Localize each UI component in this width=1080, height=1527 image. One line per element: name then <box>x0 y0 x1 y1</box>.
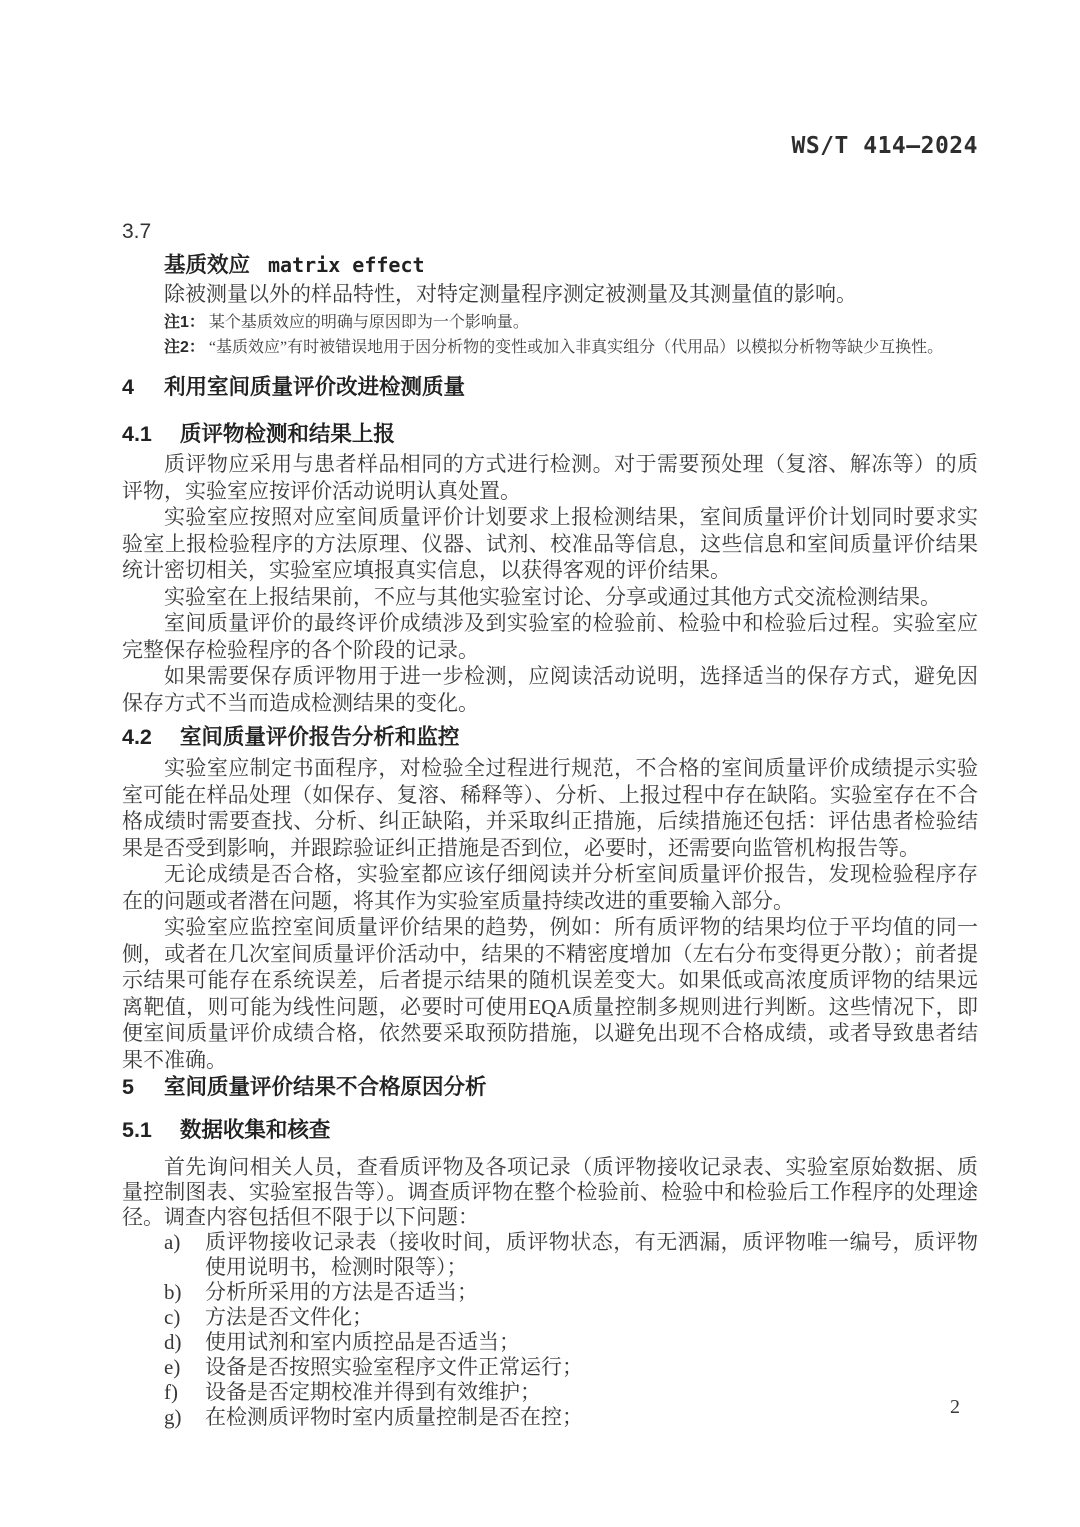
paragraph-4-1-2: 实验室应按照对应室间质量评价计划要求上报检测结果，室间质量评价计划同时要求实验室上报检验程序的方法原理、仪器、试剂、校准品等信息，这些信息和室间质量评价结果统计密切相关，实验室应填报真实信息，以获得客观的评价结果。 <box>122 505 978 582</box>
paragraph-4-2-1: 实验室应制定书面程序，对检验全过程进行规范，不合格的室间质量评价成绩提示实验室可能在样品处理（如保存、复溶、稀释等）、分析、上报过程中存在缺陷。实验室存在不合格成绩时需要查找、分析、纠正缺陷，并采取纠正措施，后续措施还包括：评估患者检验结果是否受到影响，并跟踪验证纠正措施是否到位，必要时，还需要向监管机构报告等。 <box>122 756 978 860</box>
list-item-c-text: 方法是否文件化； <box>205 1305 373 1329</box>
list-item-g <box>122 1405 978 1430</box>
section-4-2-heading <box>122 724 978 751</box>
list-item-e-text: 设备是否按照实验室程序文件正常运行； <box>205 1355 583 1379</box>
list-item-d <box>122 1330 978 1355</box>
list-item-a-label: a) <box>164 1230 181 1254</box>
section-5-heading <box>122 1074 978 1101</box>
paragraph-5-1-intro: 首先询问相关人员，查看质评物及各项记录（质评物接收记录表、实验室原始数据、质量控制图表、实验室报告等）。调查质评物在整个检验前、检验中和检验后工作程序的处理途径。调查内容包括但不限于以下问题： <box>122 1155 978 1229</box>
paragraph-4-2-3: 实验室应监控室间质量评价结果的趋势，例如：所有质评物的结果均位于平均值的同一侧，或者在几次室间质量评价活动中，结果的不精密度增加（左右分布变得更分散）；前者提示结果可能存在系统误差，后者提示结果的随机误差变大。如果低或高浓度质评物的结果远离靶值，则可能为线性问题，必要时可使用EQA质量控制多规则进行判断。这些情况下，即便室间质量评价成绩合格，依然要采取预防措施，以避免出现不合格成绩，或者导致患者结果不准确。 <box>122 915 978 1072</box>
term-definition: 除被测量以外的样品特性，对特定测量程序测定被测量及其测量值的影响。 <box>164 282 857 306</box>
section-4-1-title: 质评物检测和结果上报 <box>179 422 395 446</box>
section-4-2-title: 室间质量评价报告分析和监控 <box>179 725 460 749</box>
list-item-f <box>122 1380 978 1405</box>
paragraph-4-1-1: 质评物应采用与患者样品相同的方式进行检测。对于需要预处理（复溶、解冻等）的质评物，实验室应按评价活动说明认真处置。 <box>122 452 978 503</box>
list-item-c-label: c) <box>164 1305 181 1329</box>
section-4-number: 4 <box>122 375 134 399</box>
term-en: matrix effect <box>268 253 425 277</box>
list-item-d-text: 使用试剂和室内质控品是否适当； <box>205 1330 520 1354</box>
clause-number-3-7: 3.7 <box>122 220 152 243</box>
page-number: 2 <box>950 1396 960 1418</box>
list-item-f-label: f) <box>164 1380 178 1404</box>
list-item-g-label: g) <box>164 1405 182 1429</box>
list-item-b-label: b) <box>164 1280 182 1304</box>
paragraph-4-2-2: 无论成绩是否合格，实验室都应该仔细阅读并分析室间质量评价报告，发现检验程序存在的问题或者潜在问题，将其作为实验室质量持续改进的重要输入部分。 <box>122 862 978 913</box>
list-item-c <box>122 1305 978 1330</box>
section-4-1-number: 4.1 <box>122 422 152 446</box>
term-heading <box>122 252 978 281</box>
checklist <box>122 1230 978 1430</box>
list-item-e-label: e) <box>164 1355 181 1379</box>
list-item-a <box>122 1230 978 1280</box>
section-4-1-heading <box>122 421 978 448</box>
list-item-a-text: 质评物接收记录表（接收时间，质评物状态，有无洒漏，质评物唯一编号，质评物使用说明书，检测时限等）； <box>205 1230 978 1279</box>
term-note-1 <box>122 310 978 335</box>
section-5-title: 室间质量评价结果不合格原因分析 <box>163 1075 487 1099</box>
section-4-2-number: 4.2 <box>122 725 152 749</box>
list-item-g-text: 在检测质评物时室内质量控制是否在控； <box>205 1405 583 1429</box>
section-5-1-heading <box>122 1117 978 1144</box>
list-item-f-text: 设备是否定期校准并得到有效维护； <box>205 1380 541 1404</box>
list-item-b <box>122 1280 978 1305</box>
section-5-1-title: 数据收集和核查 <box>179 1118 331 1142</box>
standard-code: WS/T 414—2024 <box>791 133 978 159</box>
section-4-heading <box>122 374 978 401</box>
section-4-title: 利用室间质量评价改进检测质量 <box>163 375 465 399</box>
section-5-1-number: 5.1 <box>122 1118 152 1142</box>
note-1-label: 注1： <box>164 314 205 331</box>
list-item-b-text: 分析所采用的方法是否适当； <box>205 1280 478 1304</box>
note-1-text: 某个基质效应的明确与原因即为一个影响量。 <box>208 314 529 331</box>
section-5-number: 5 <box>122 1075 134 1099</box>
paragraph-4-1-3: 实验室在上报结果前，不应与其他实验室讨论、分享或通过其他方式交流检测结果。 <box>164 584 941 609</box>
paragraph-4-1-4: 室间质量评价的最终评价成绩涉及到实验室的检验前、检验中和检验后过程。实验室应完整保存检验程序的各个阶段的记录。 <box>122 611 978 662</box>
term-cn: 基质效应 <box>164 253 251 277</box>
note-2-label: 注2： <box>164 339 205 356</box>
paragraph-4-1-5: 如果需要保存质评物用于进一步检测，应阅读活动说明，选择适当的保存方式，避免因保存方式不当而造成检测结果的变化。 <box>122 664 978 715</box>
note-2-text: “基质效应”有时被错误地用于因分析物的变性或加入非真实组分（代用品）以模拟分析物等缺少互换性。 <box>208 339 944 356</box>
list-item-e <box>122 1355 978 1380</box>
term-note-2 <box>122 335 978 360</box>
list-item-d-label: d) <box>164 1330 182 1354</box>
